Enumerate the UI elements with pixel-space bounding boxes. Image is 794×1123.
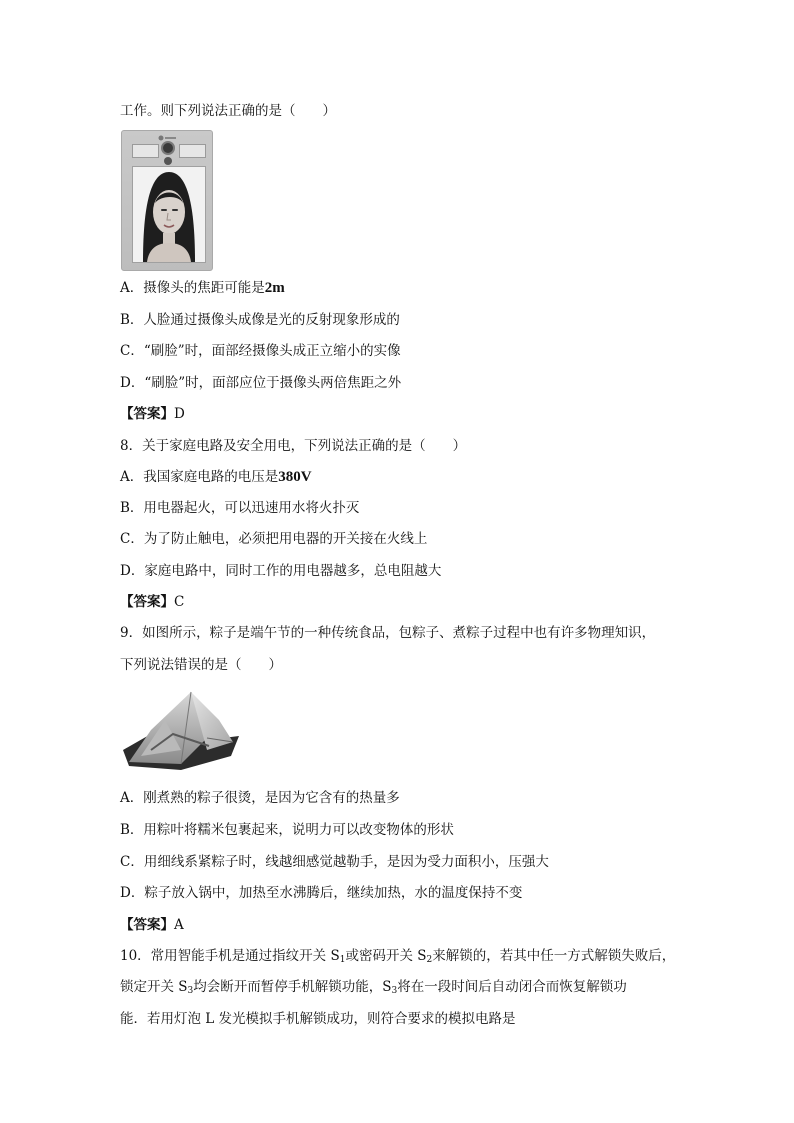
subscript: 3 bbox=[187, 986, 194, 996]
option-label: A． bbox=[120, 280, 144, 296]
q9-option-c: C．用细线系紧粽子时，线越细感觉越勒手，是因为受力面积小，压强大 bbox=[120, 854, 549, 870]
text-run: 10．常用智能手机是通过指纹开关 S bbox=[120, 948, 340, 964]
q8-option-c: C．为了防止触电，必须把用电器的开关接在火线上 bbox=[120, 531, 428, 547]
option-label: A． bbox=[120, 469, 144, 485]
device-right-window bbox=[179, 144, 206, 158]
q8-option-d: D．家庭电路中，同时工作的用电器越多，总电阻越大 bbox=[120, 563, 442, 579]
q8-answer bbox=[120, 592, 184, 612]
face-recognition-device-image bbox=[121, 130, 213, 271]
option-text: 摄像头的焦距可能是 bbox=[143, 280, 265, 296]
q9-answer bbox=[120, 915, 184, 935]
q9-option-b: B．用粽叶将糯米包裹起来，说明力可以改变物体的形状 bbox=[120, 822, 454, 838]
q10-stem-line2 bbox=[120, 977, 627, 1001]
q7-answer bbox=[120, 404, 185, 424]
option-value: 380V bbox=[278, 469, 312, 485]
q9-stem-line1: 9．如图所示，粽子是端午节的一种传统食品，包粽子、煮粽子过程中也有许多物理知识， bbox=[120, 625, 656, 641]
q8-option-a bbox=[120, 467, 312, 487]
answer-label: 【答案】 bbox=[120, 917, 174, 933]
text-run: 均会断开而暂停手机解锁功能，S bbox=[193, 979, 392, 995]
camera-lens-icon bbox=[161, 141, 175, 155]
text-run: 或密码开关 S bbox=[345, 948, 427, 964]
text-run: 来解锁的，若其中任一方式解锁失败后， bbox=[432, 948, 676, 964]
face-portrait-icon bbox=[133, 167, 205, 262]
q9-option-a: A．刚煮熟的粽子很烫，是因为它含有的热量多 bbox=[120, 790, 400, 806]
answer-value: A bbox=[174, 917, 184, 933]
option-value: 2m bbox=[264, 280, 285, 296]
device-left-window bbox=[132, 144, 159, 158]
option-text: 我国家庭电路的电压是 bbox=[143, 469, 279, 485]
answer-value: D bbox=[174, 406, 185, 422]
zongzi-image bbox=[121, 690, 241, 772]
subscript: 3 bbox=[391, 986, 398, 996]
answer-label: 【答案】 bbox=[120, 594, 174, 610]
q7-option-a bbox=[120, 278, 285, 298]
subscript: 2 bbox=[426, 955, 433, 965]
q7-option-c: C．“刷脸”时，面部经摄像头成正立缩小的实像 bbox=[120, 343, 401, 359]
q8-stem: 8．关于家庭电路及安全用电，下列说法正确的是（ ） bbox=[120, 438, 467, 454]
subscript: 1 bbox=[339, 955, 346, 965]
q8-option-b: B．用电器起火，可以迅速用水将火扑灭 bbox=[120, 500, 360, 516]
q7-option-d: D．“刷脸”时，面部应位于摄像头两倍焦距之外 bbox=[120, 375, 402, 391]
text-run: 锁定开关 S bbox=[120, 979, 188, 995]
q10-stem-line1 bbox=[120, 946, 675, 970]
q9-option-d: D．粽子放入锅中，加热至水沸腾后，继续加热，水的温度保持不变 bbox=[120, 885, 523, 901]
text-run: 将在一段时间后自动闭合而恢复解锁功 bbox=[397, 979, 627, 995]
q7-stem: 工作。则下列说法正确的是（ ） bbox=[120, 103, 336, 119]
answer-label: 【答案】 bbox=[120, 406, 174, 422]
q7-option-b: B．人脸通过摄像头成像是光的反射现象形成的 bbox=[120, 312, 400, 328]
answer-value: C bbox=[174, 594, 185, 610]
q9-stem-line2: 下列说法错误的是（ ） bbox=[120, 657, 282, 673]
q10-stem-line3: 能．若用灯泡 L 发光模拟手机解锁成功，则符合要求的模拟电路是 bbox=[120, 1011, 516, 1027]
device-screen-face bbox=[132, 166, 206, 263]
camera-sensor-icon bbox=[164, 157, 172, 165]
